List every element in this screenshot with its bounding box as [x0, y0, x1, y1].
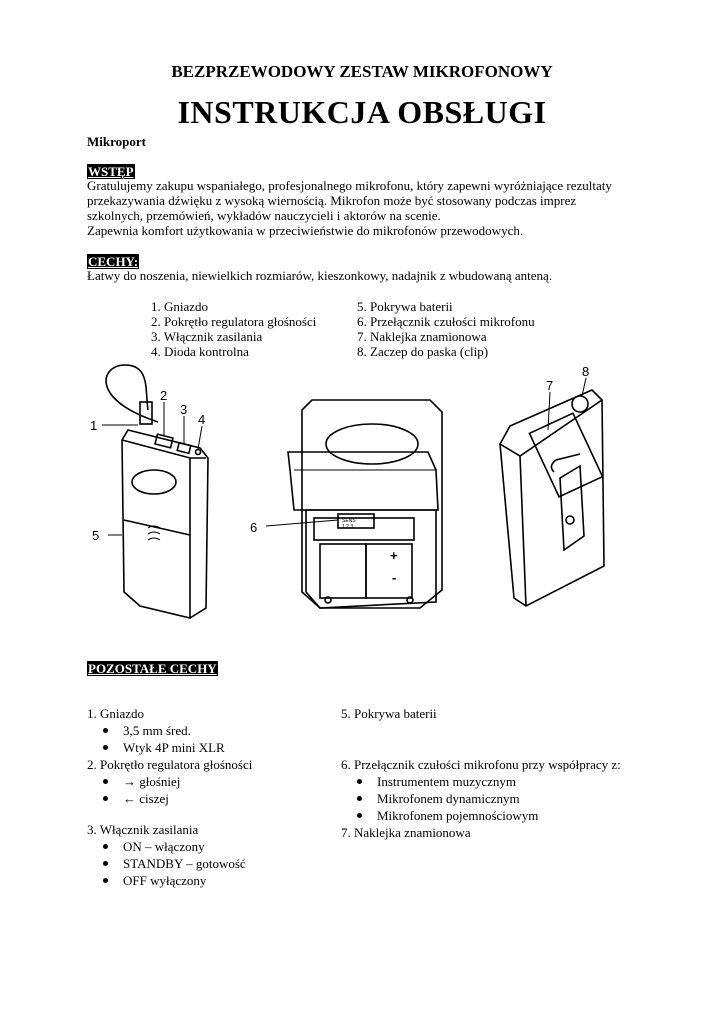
- clip-hole: [572, 396, 588, 412]
- bullet-item: OFF wyłączony: [87, 872, 252, 889]
- transmitter-back-view: [500, 364, 604, 606]
- feature-item: 3. Włącznik zasilania: [87, 822, 199, 837]
- other-features-section: [87, 660, 218, 678]
- document-subtitle: INSTRUKCJA OBSŁUGI: [177, 94, 547, 130]
- feature-bullets: [87, 838, 252, 889]
- features-text: Łatwy do noszenia, niewielkich rozmiarów, kieszonkowy, nadajnik z wbudowaną anteną.: [87, 268, 553, 283]
- battery-slot-left: [320, 544, 366, 598]
- bullet-icon: [357, 813, 362, 818]
- bullet-item: Wtyk 4P mini XLR: [87, 739, 252, 756]
- part-item: 6. Przełącznik czułości mikrofonu: [357, 314, 535, 329]
- callout-4: 4: [198, 412, 206, 427]
- other-features-right: [341, 705, 621, 841]
- callout-5: 5: [92, 528, 100, 543]
- callout-8: 8: [582, 364, 590, 379]
- battery-slot-right: [366, 544, 412, 598]
- battery-cover-flap: [288, 452, 438, 510]
- bullet-item: Instrumentem muzycznym: [341, 773, 621, 790]
- bullet-icon: [103, 745, 108, 750]
- intro-line: Zapewnia komfort użytkowania w przeciwieństwie do mikrofonów przewodowych.: [87, 223, 524, 238]
- bullet-icon: [103, 728, 108, 733]
- callout-line: [198, 426, 202, 449]
- intro-paragraph: [87, 178, 647, 238]
- callout-3: 3: [180, 402, 188, 417]
- battery-compartment: [306, 510, 436, 608]
- intro-line: szkolnych, przemówień, wykładów nauczycieli i aktorów na scenie.: [87, 208, 441, 223]
- sens-scale: 1 2 3: [342, 524, 354, 530]
- back-body: [302, 400, 442, 608]
- belt-clip: [560, 466, 584, 550]
- part-item: 5. Pokrywa baterii: [357, 299, 453, 314]
- part-item: 8. Zaczep do paska (clip): [357, 344, 489, 359]
- bullet-item: ON – włączony: [87, 838, 252, 855]
- part-item: 1. Gniazdo: [151, 299, 209, 314]
- other-features-left: [87, 705, 252, 889]
- transmitter-front-view: [90, 365, 208, 618]
- part-item: 2. Pokrętło regulatora głośności: [151, 314, 317, 329]
- bullet-item: Mikrofonem dynamicznym: [341, 790, 621, 807]
- transmitter-open-view: [250, 400, 442, 608]
- bullet-item: Mikrofonem pojemnościowym: [341, 807, 621, 824]
- body-curve: [326, 424, 418, 464]
- bullet-icon: [103, 861, 108, 866]
- bullet-icon: [103, 779, 108, 784]
- feature-item: 1. Gniazdo: [87, 706, 145, 721]
- body-edge: [520, 456, 526, 606]
- sens-label: SENS: [342, 518, 356, 524]
- battery-plus: +: [390, 548, 398, 563]
- intro-line: Gratulujemy zakupu wspaniałego, profesjonalnego mikrofonu, który zapewni wyróżniające rezultaty: [87, 178, 612, 193]
- callout-1: 1: [90, 418, 98, 433]
- bullet-icon: [103, 878, 108, 883]
- part-item: 3. Włącznik zasilania: [151, 329, 263, 344]
- feature-item: 5. Pokrywa baterii: [341, 706, 437, 721]
- battery-minus: -: [392, 570, 397, 585]
- device-illustration: [80, 360, 640, 620]
- feature-bullets: [87, 722, 252, 756]
- other-features-heading: POZOSTAŁE CECHY: [88, 661, 217, 676]
- parts-list-left: [151, 299, 316, 359]
- cable-plug: [140, 402, 152, 424]
- clip-rivet: [566, 516, 574, 524]
- bullet-item: ← ciszej: [87, 790, 252, 807]
- features-heading: CECHY:: [88, 254, 139, 269]
- feature-item: 2. Pokrętło regulatora głośności: [87, 757, 253, 772]
- compartment-top: [314, 518, 414, 540]
- bullet-item: 3,5 mm śred.: [87, 722, 252, 739]
- parts-list-right: [357, 299, 535, 359]
- antenna-cable: [106, 365, 158, 422]
- led: [196, 450, 201, 455]
- part-item: 4. Dioda kontrolna: [151, 344, 249, 359]
- bullet-item: → głośniej: [87, 773, 252, 790]
- feature-item: 6. Przełącznik czułości mikrofonu przy współpracy z:: [341, 757, 621, 772]
- feature-bullets: [341, 773, 621, 824]
- part-item: 7. Naklejka znamionowa: [357, 329, 487, 344]
- callout-6: 6: [250, 520, 258, 535]
- callout-2: 2: [160, 388, 168, 403]
- bullet-icon: [357, 796, 362, 801]
- document-title: BEZPRZEWODOWY ZESTAW MIKROFONOWY: [171, 62, 553, 81]
- product-name: Mikroport: [87, 134, 146, 149]
- bullet-icon: [103, 844, 108, 849]
- front-window: [132, 470, 176, 494]
- intro-heading: WSTĘP: [88, 164, 134, 179]
- feature-item: 7. Naklejka znamionowa: [341, 825, 471, 840]
- power-switch: [177, 443, 191, 454]
- bullet-item: STANDBY – gotowość: [87, 855, 252, 872]
- callout-7: 7: [546, 378, 554, 393]
- bullet-icon: [357, 779, 362, 784]
- feature-bullets: [87, 773, 252, 807]
- rating-label: [529, 413, 602, 497]
- body-edge: [122, 440, 206, 458]
- bullet-icon: [103, 796, 108, 801]
- intro-line: przekazywania dźwięku z wysoką wiernością. Mikrofon może być stosowany podczas imprez: [87, 193, 577, 208]
